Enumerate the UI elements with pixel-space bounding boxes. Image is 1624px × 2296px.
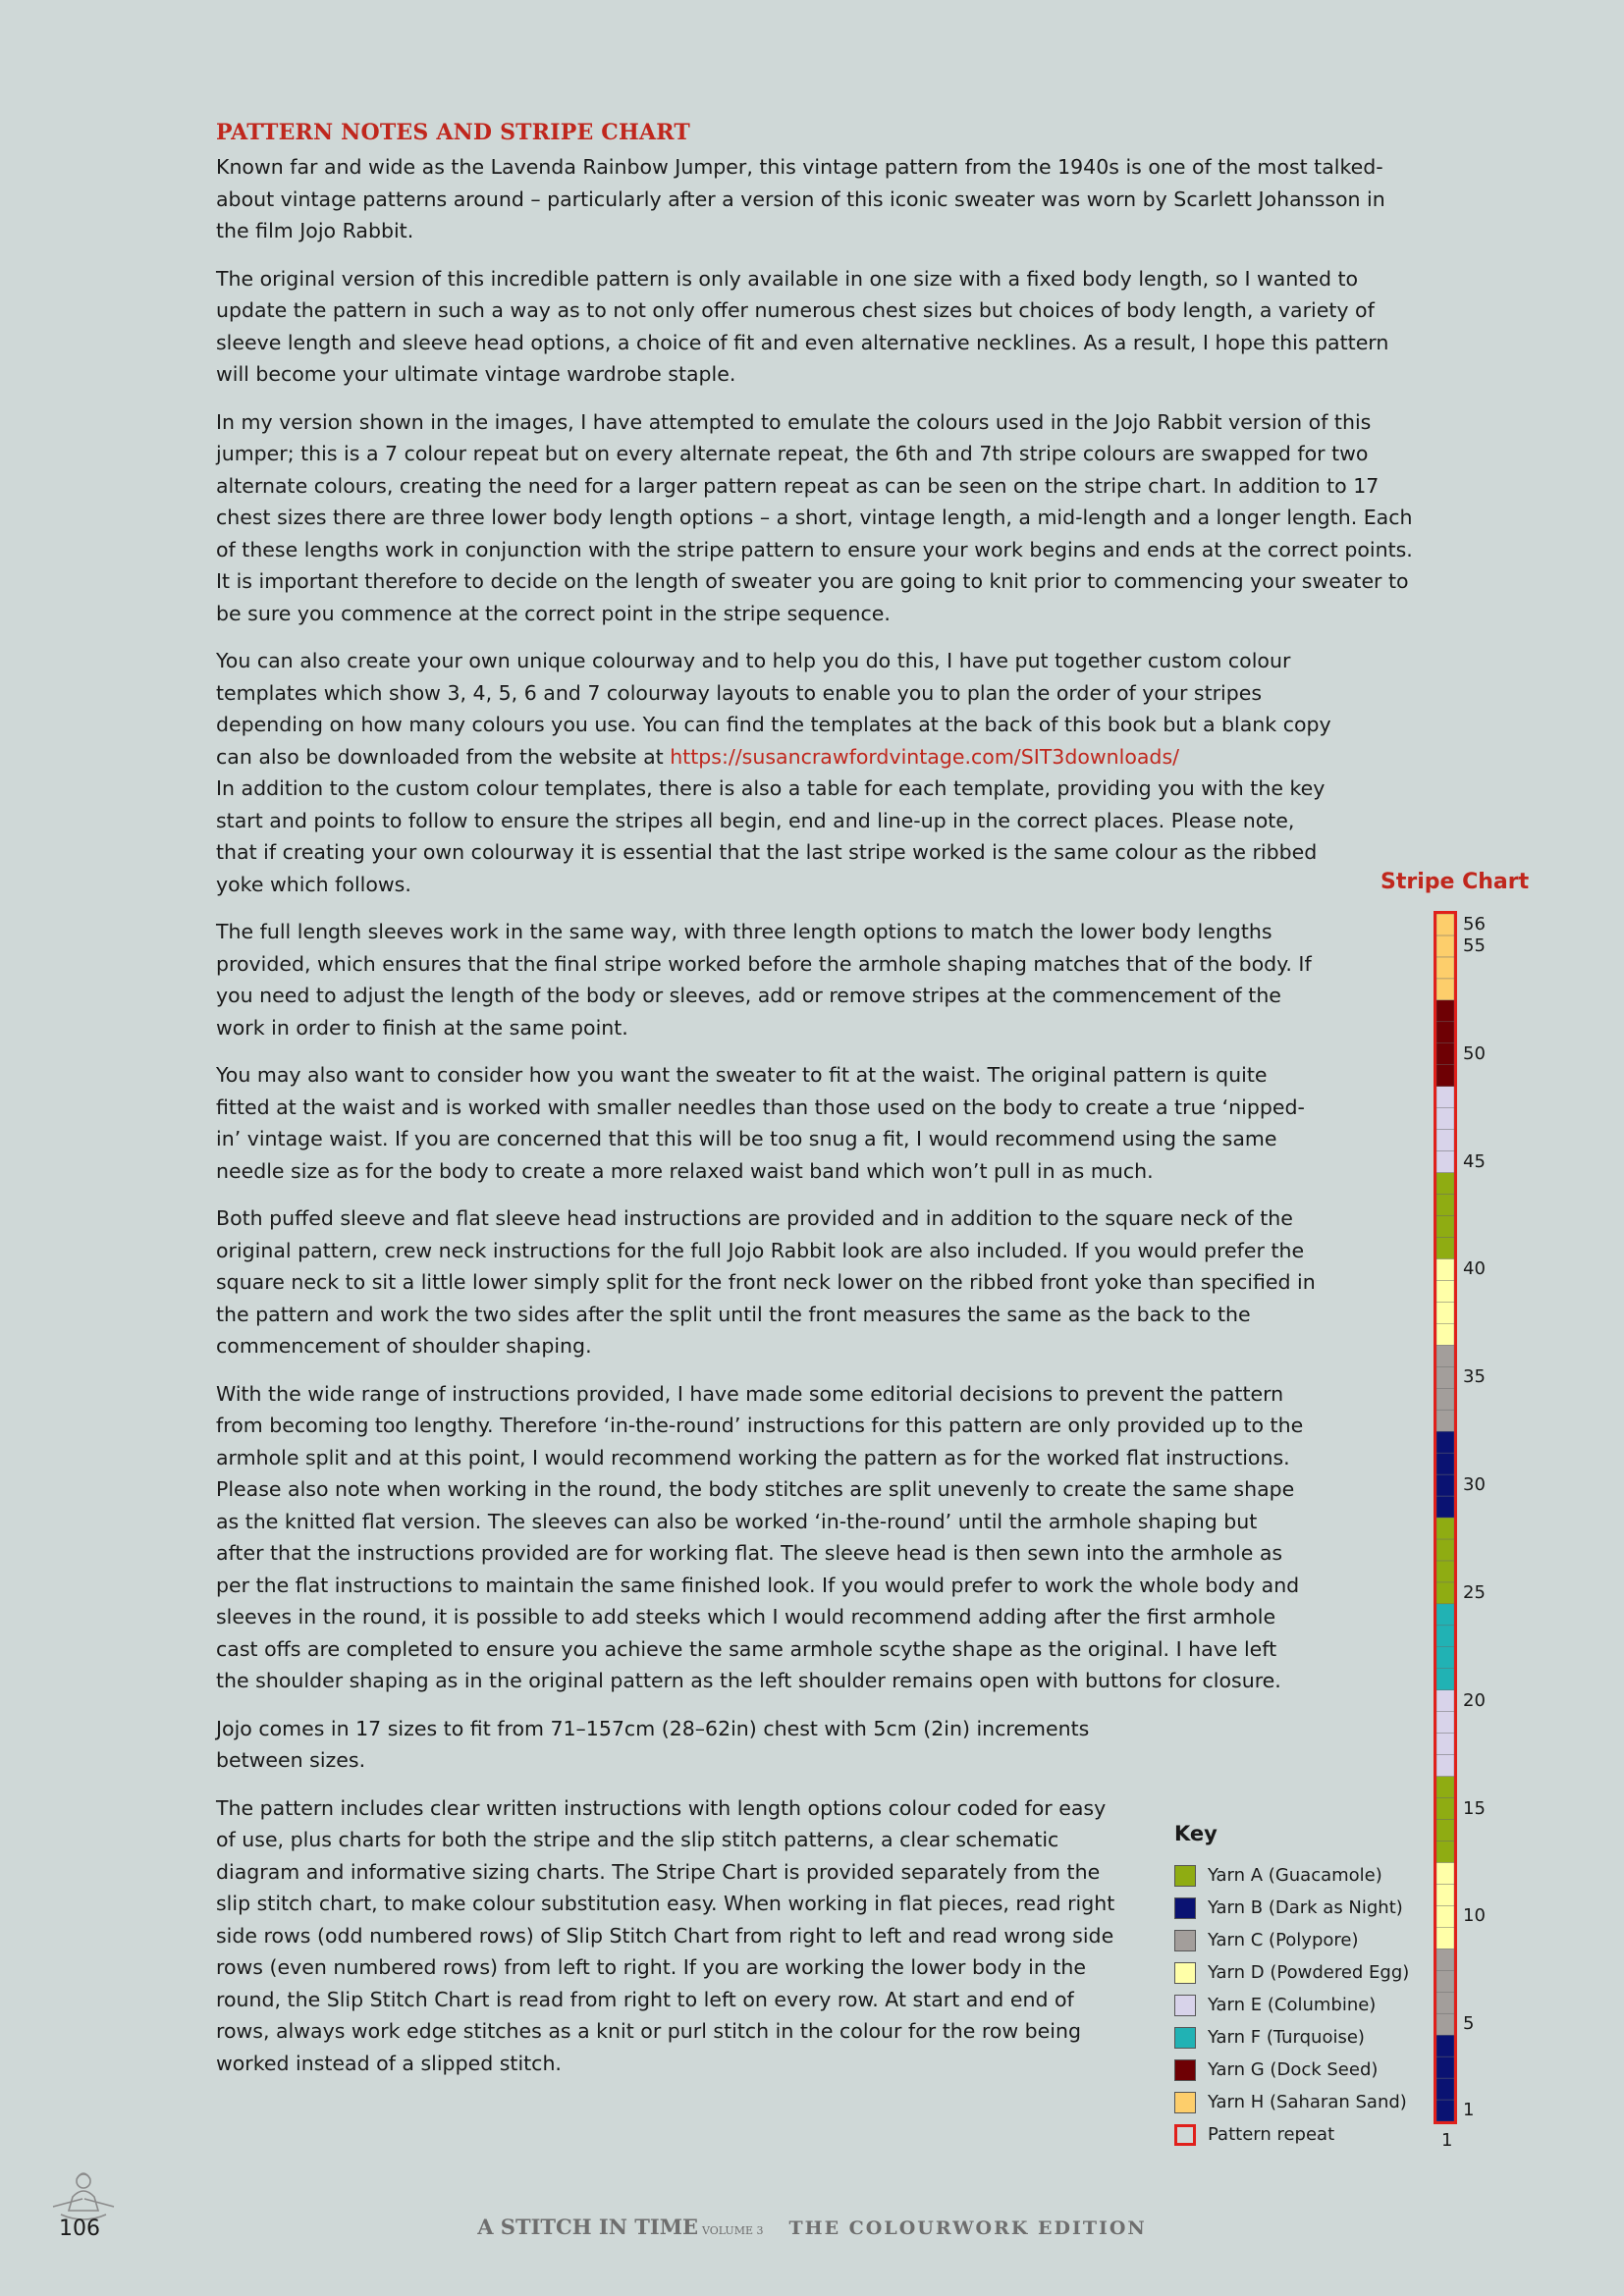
- stripe-row-38: [1436, 1302, 1454, 1323]
- paragraph-colour-repeat: In my version shown in the images, I have attempted to emulate the colours used in the Jojo Rabbit version of this jumper; this is a 7 colour repeat but on every alternate repeat, the 6th and 7th stripe colours are swapped for two alternate colours, creating the need for a larger pattern repeat as can be seen on the stripe chart. In addition to 17 chest sizes there are three lower body length options – a short, vintage length, a mid-length and a longer length. Each of these lengths work in conjunction with the stripe pattern to ensure your work begins and ends at the correct points. It is important therefore to decide on the length of sweater you are going to knit prior to commencing your sweater to be sure you commence at the correct point in the stripe sequence.: [216, 409, 1413, 625]
- key-title: Key: [1174, 1822, 1218, 1845]
- stripe-row-30: [1436, 1474, 1454, 1496]
- key-item-yarn-b: [1174, 1892, 1409, 1924]
- paragraph-intro: Known far and wide as the Lavenda Rainbow Jumper, this vintage pattern from the 1940s is one of the most talked-about vintage patterns around – particularly after a version of this iconic sweater was worn by Scarlett Johansson in the film Jojo Rabbit.: [216, 155, 1385, 242]
- swatch-icon: [1174, 1995, 1196, 2016]
- stripe-row-12: [1436, 1862, 1454, 1884]
- stripe-row-1: [1436, 2100, 1454, 2121]
- key-label: Yarn H (Saharan Sand): [1208, 2092, 1407, 2112]
- key-item-yarn-c: [1174, 1924, 1409, 1956]
- stripe-row-50: [1436, 1043, 1454, 1065]
- key-item-yarn-a: [1174, 1859, 1409, 1892]
- key-label: Yarn E (Columbine): [1208, 1995, 1377, 2015]
- row-label-35: 35: [1463, 1366, 1486, 1388]
- swatch-icon: [1174, 1930, 1196, 1951]
- row-label-56: 56: [1463, 914, 1486, 934]
- stripe-row-34: [1436, 1388, 1454, 1410]
- row-label-45: 45: [1463, 1150, 1486, 1172]
- stripe-chart: [1436, 914, 1454, 2121]
- footer-title: A STITCH IN TIME: [477, 2215, 698, 2239]
- stripe-row-39: [1436, 1280, 1454, 1302]
- row-label-30: 30: [1463, 1474, 1486, 1496]
- paragraph-custom-colourway-text: You can also create your own unique colourway and to help you do this, I have put together custom colour templates which show 3, 4, 5, 6 and 7 colourway layouts to enable you to plan the order of your stripes depending on how many colours you use. You can find the templates at the back of this book but a blank copy can also be downloaded from the website at: [216, 649, 1331, 769]
- key-label: Yarn A (Guacamole): [1208, 1865, 1382, 1886]
- stripe-row-16: [1436, 1777, 1454, 1798]
- key-label: Yarn D (Powdered Egg): [1208, 1962, 1410, 1983]
- row-label-5: 5: [1463, 2013, 1475, 2035]
- stripe-row-5: [1436, 2013, 1454, 2035]
- stripe-row-36: [1436, 1345, 1454, 1366]
- stripe-row-43: [1436, 1195, 1454, 1216]
- stripe-row-37: [1436, 1323, 1454, 1345]
- stripe-row-31: [1436, 1453, 1454, 1474]
- key-label: Pattern repeat: [1208, 2124, 1335, 2145]
- key-label: Yarn G (Dock Seed): [1208, 2059, 1379, 2080]
- paragraph-sleeves: The full length sleeves work in the same way, with three length options to match the lower body lengths provided, which ensures that the final stripe worked before the armhole shaping matches that of the body. If you need to adjust the length of the body or sleeves, add or remove stripes at the commencement of the work in order to finish at the same point.: [216, 920, 1312, 1040]
- swatch-icon: [1174, 1897, 1196, 1919]
- stripe-row-10: [1436, 1905, 1454, 1927]
- stripe-row-3: [1436, 2056, 1454, 2078]
- stripe-row-17: [1436, 1755, 1454, 1777]
- stripe-row-29: [1436, 1496, 1454, 1518]
- key-item-yarn-g: [1174, 2054, 1409, 2086]
- stripe-row-51: [1436, 1022, 1454, 1043]
- swatch-icon: [1174, 1865, 1196, 1887]
- stripe-row-33: [1436, 1410, 1454, 1431]
- row-label-40: 40: [1463, 1258, 1486, 1280]
- stripe-row-7: [1436, 1970, 1454, 1992]
- pattern-repeat-icon: [1174, 2124, 1196, 2146]
- stripe-row-53: [1436, 979, 1454, 1000]
- stripe-row-47: [1436, 1108, 1454, 1130]
- stripe-row-41: [1436, 1237, 1454, 1258]
- footer-volume: VOLUME 3: [701, 2224, 764, 2237]
- downloads-link[interactable]: https://susancrawfordvintage.com/SIT3downloads/: [670, 744, 1180, 769]
- key-item-pattern-repeat: [1174, 2118, 1409, 2151]
- row-label-55: 55: [1463, 934, 1486, 956]
- paragraph-charts: The pattern includes clear written instructions with length options colour coded for easy of use, plus charts for both the stripe and the slip stitch patterns, a clear schematic diagram and informative sizing charts. The Stripe Chart is provided separately from the slip stitch chart, to make colour substitution easy. When working in flat pieces, read right side rows (odd numbered rows) of Slip Stitch Chart from right to left and read wrong side rows (even numbered rows) from left to right. If you are working the lower body in the round, the Slip Stitch Chart is read from right to left on every row. At start and end of rows, always work edge stitches as a knit or purl stitch in the colour for the row being worked instead of a slipped stitch.: [216, 1795, 1115, 2075]
- paragraph-necklines: Both puffed sleeve and flat sleeve head instructions are provided and in addition to the square neck of the original pattern, crew neck instructions for the full Jojo Rabbit look are also included. If you would prefer the square neck to sit a little lower simply split for the front neck lower on the ribbed front yoke than specified in the pattern and work the two sides after the split until the front measures the same as the back to the commencement of shoulder shaping.: [216, 1206, 1316, 1358]
- stripe-row-20: [1436, 1690, 1454, 1712]
- stripe-row-27: [1436, 1539, 1454, 1561]
- stripe-row-45: [1436, 1151, 1454, 1173]
- stripe-row-48: [1436, 1087, 1454, 1108]
- stripe-row-42: [1436, 1216, 1454, 1238]
- swatch-icon: [1174, 2059, 1196, 2081]
- stripe-row-23: [1436, 1626, 1454, 1647]
- stripe-row-54: [1436, 957, 1454, 979]
- paragraph-sizes-update: The original version of this incredible pattern is only available in one size with a fixed body length, so I wanted to update the pattern in such a way as to not only offer numerous chest sizes but choices of body length, a variety of sleeve length and sleeve head options, a choice of fit and even alternative necklines. As a result, I hope this pattern will become your ultimate vintage wardrobe staple.: [216, 266, 1389, 386]
- row-label-10: 10: [1463, 1905, 1486, 1927]
- stripe-row-8: [1436, 1949, 1454, 1970]
- stripe-row-32: [1436, 1431, 1454, 1453]
- key-item-yarn-d: [1174, 1956, 1409, 1989]
- stripe-row-19: [1436, 1712, 1454, 1734]
- stripe-row-18: [1436, 1734, 1454, 1755]
- key-label: Yarn C (Polypore): [1208, 1930, 1359, 1950]
- stripe-row-4: [1436, 2035, 1454, 2056]
- pattern-notes-body: [216, 151, 1424, 2095]
- stripe-chart-title: Stripe Chart: [1380, 870, 1530, 894]
- page-number: 106: [59, 2216, 100, 2241]
- stripe-row-44: [1436, 1173, 1454, 1195]
- row-label-25: 25: [1463, 1581, 1486, 1603]
- stripe-row-52: [1436, 1000, 1454, 1022]
- stripe-row-56: [1436, 914, 1454, 935]
- key-list: [1174, 1859, 1409, 2151]
- paragraph-sizes: Jojo comes in 17 sizes to fit from 71–157cm (28–62in) chest with 5cm (2in) increments between sizes.: [216, 1716, 1090, 1772]
- stripe-row-22: [1436, 1647, 1454, 1669]
- swatch-icon: [1174, 2092, 1196, 2113]
- stripe-row-40: [1436, 1258, 1454, 1280]
- stripe-row-35: [1436, 1366, 1454, 1388]
- row-label-50: 50: [1463, 1042, 1486, 1064]
- stripe-row-49: [1436, 1065, 1454, 1087]
- key-item-yarn-f: [1174, 2021, 1409, 2054]
- stripe-chart-column-label: 1: [1441, 2130, 1453, 2151]
- stripe-row-46: [1436, 1130, 1454, 1151]
- swatch-icon: [1174, 1962, 1196, 1984]
- paragraph-custom-colourway: [216, 645, 1335, 773]
- page-footer: [0, 2215, 1624, 2239]
- paragraph-templates-table: In addition to the custom colour templates, there is also a table for each template, providing you with the key start and points to follow to ensure the stripes all begin, end and line-up in the correct places. Please note, that if creating your own colourway it is essential that the last stripe worked is the same colour as the ribbed yoke which follows.: [216, 776, 1326, 896]
- stripe-row-2: [1436, 2078, 1454, 2100]
- stripe-row-28: [1436, 1518, 1454, 1539]
- paragraph-waist-fit: You may also want to consider how you want the sweater to fit at the waist. The original pattern is quite fitted at the waist and is worked with smaller needles than those used on the body to create a true ‘nipped-in’ vintage waist. If you are concerned that this will be too snug a fit, I would recommend using the same needle size as for the body to create a more relaxed waist band which won’t pull in as much.: [216, 1063, 1305, 1183]
- key-item-yarn-e: [1174, 1989, 1409, 2021]
- key-item-yarn-h: [1174, 2086, 1409, 2118]
- page-heading: PATTERN NOTES AND STRIPE CHART: [216, 120, 690, 145]
- stripe-row-55: [1436, 935, 1454, 957]
- stripe-row-24: [1436, 1604, 1454, 1626]
- key-label: Yarn F (Turquoise): [1208, 2027, 1365, 2048]
- stripe-row-14: [1436, 1820, 1454, 1842]
- paragraph-in-the-round: With the wide range of instructions provided, I have made some editorial decisions to prevent the pattern from becoming too lengthy. Therefore ‘in-the-round’ instructions for this pattern are only provided up to the armhole split and at this point, I would recommend working the pattern as for the worked flat instructions. Please also note when working in the round, the body stitches are split unevenly to create the same shape as the knitted flat version. The sleeves can also be worked ‘in-the-round’ until the armhole shaping but after that the instructions provided are for working flat. The sleeve head is then sewn into the armhole as per the flat instructions to maintain the same finished look. If you would prefer to work the whole body and sleeves in the round, it is possible to add steeks which I would recommend adding after the first armhole cast offs are completed to ensure you achieve the same armhole scythe shape as the original. I have left the shoulder shaping as in the original pattern as the left shoulder remains open with buttons for closure.: [216, 1381, 1304, 1692]
- stripe-row-13: [1436, 1841, 1454, 1862]
- footer-edition: THE COLOURWORK EDITION: [788, 2217, 1147, 2239]
- stripe-row-9: [1436, 1927, 1454, 1949]
- stripe-row-11: [1436, 1884, 1454, 1905]
- row-label-20: 20: [1463, 1689, 1486, 1711]
- swatch-icon: [1174, 2027, 1196, 2049]
- stripe-row-21: [1436, 1669, 1454, 1690]
- row-label-15: 15: [1463, 1797, 1486, 1819]
- stripe-row-26: [1436, 1561, 1454, 1582]
- stripe-row-25: [1436, 1582, 1454, 1604]
- key-label: Yarn B (Dark as Night): [1208, 1897, 1403, 1918]
- stripe-row-6: [1436, 1992, 1454, 2013]
- row-label-1: 1: [1463, 2100, 1475, 2120]
- stripe-row-15: [1436, 1798, 1454, 1820]
